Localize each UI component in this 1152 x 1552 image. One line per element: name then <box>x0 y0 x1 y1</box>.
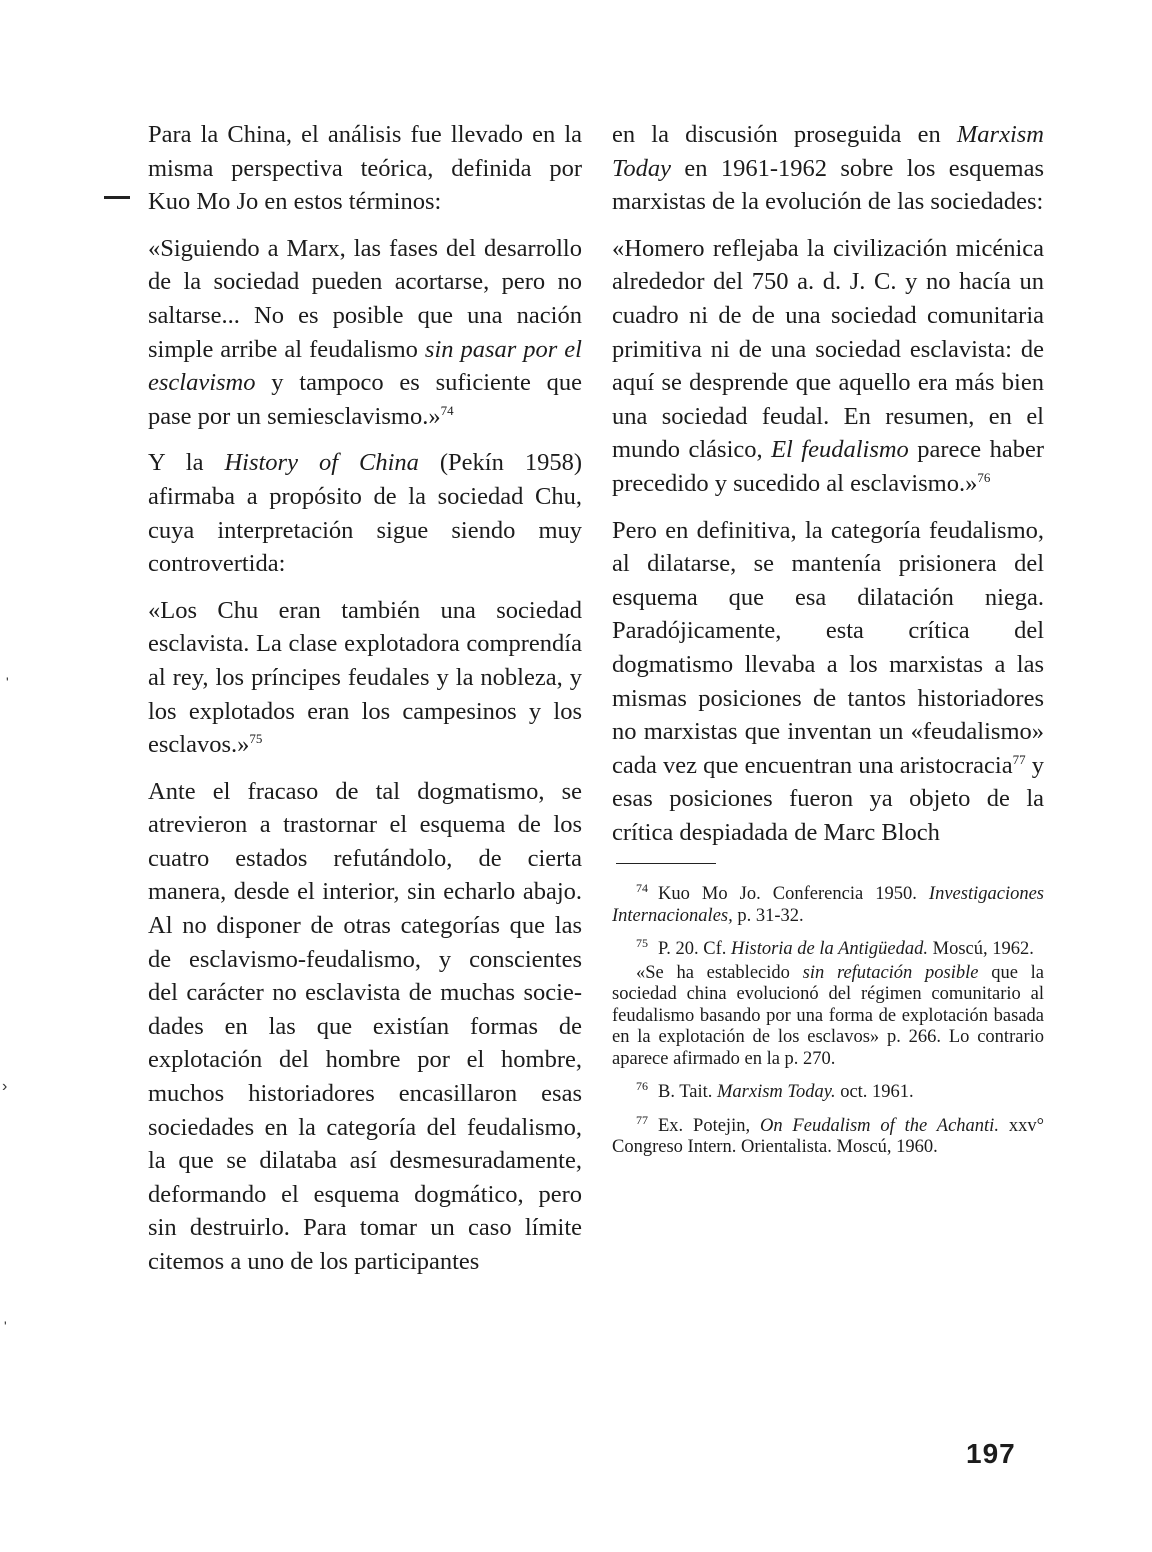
footnote-ref: 76 <box>977 469 991 485</box>
paragraph <box>612 118 1044 219</box>
italic-text: El feudalismo <box>771 436 909 464</box>
paragraph-text: Pero en definitiva, la categoría feudalismo, al dilatarse, se mantenía prisionera del esquema que esa dilatación niega. Paradójicamente, esta crítica del dogmatismo llevaba a los marxistas a las mismas posiciones de tantos historiadores no marxistas que inventan un «feudalismo» cada vez que encuentran una aristocracia <box>612 516 1044 779</box>
footnote-text: oct. 1961. <box>835 1082 914 1103</box>
footnote-number: 74 <box>636 881 648 896</box>
italic-text: Marxism Today <box>612 121 1044 182</box>
footnote-number: 76 <box>636 1079 648 1094</box>
italic-text: History of China <box>224 449 419 477</box>
italic-text: sin refutación posible <box>802 962 979 983</box>
paragraph-text: «Siguiendo a Marx, las fases del desarrollo de la sociedad pueden acortarse, pero no saltarse... No es posible que una nación simple arribe al feudalismo <box>148 234 582 363</box>
paragraph-text: (Pekín 1958) afirmaba a propósito de la sociedad Chu, cuya interpretación sigue siendo muy controvertida: <box>148 449 582 578</box>
footnote-text: xxv° Congreso Intern. Orientalista. Moscú, 1960. <box>612 1115 1044 1158</box>
paragraph-text: «Los Chu eran también una sociedad esclavista. La clase explotadora comprendía al rey, los príncipes feudales y la nobleza, y los explotados eran los campesinos y los esclavos.» <box>148 596 582 759</box>
paragraph <box>148 446 582 580</box>
right-column <box>612 118 1044 1171</box>
page-number: 197 <box>966 1438 1016 1469</box>
footnote-ref: 75 <box>249 731 263 747</box>
quote-paragraph <box>148 594 582 762</box>
footnote <box>612 1112 1044 1159</box>
margin-speck: ' <box>6 674 9 690</box>
footnote-text: Kuo Mo Jo. Conferencia 1950. <box>658 884 929 905</box>
footnote-number: 75 <box>636 936 648 951</box>
left-column <box>148 118 582 1292</box>
footnote-text: Ex. Potejin, <box>658 1115 760 1136</box>
paragraph-text: Y la <box>148 449 225 477</box>
paragraph-text: y tampoco es suficiente que pase por un semiesclavismo.» <box>148 369 582 430</box>
footnote-ref: 77 <box>1012 751 1026 767</box>
paragraph-text: «Homero reflejaba la civilización micénica alrededor del 750 a. d. J. C. y no hacía un cuadro ni de de una sociedad comunitaria primitiva ni de una sociedad esclavista: de aquí se desprende que aquello era más bien una sociedad feudal. En resumen, en el mundo clásico, <box>612 234 1044 464</box>
paragraph-text: en 1961-1962 sobre los esquemas marxistas de la evolución de las sociedades: <box>612 154 1044 216</box>
paragraph-text: parece haber precedido y sucedido al esclavismo.» <box>612 436 1044 497</box>
quote-paragraph <box>148 232 582 434</box>
footnote-text: que la sociedad china evolucionó del régimen comunitario al feudalismo basando por una forma de explotación basada en la explotación de los esclavos» p. 266. Lo contrario aparece afirmado en la p. 270. <box>612 962 1045 1069</box>
footnote <box>612 1079 1044 1104</box>
paragraph-text: y esas posiciones fueron ya objeto de la crítica despiadada de Marc Bloch <box>612 751 1045 846</box>
quote-paragraph <box>612 232 1044 501</box>
footnote-text: P. 20. Cf. <box>658 939 731 960</box>
footnote-text: Moscú, 1962. <box>928 939 1034 960</box>
paragraph-text: en la discusión proseguida en <box>612 121 957 148</box>
footnote-continuation <box>612 963 1044 1071</box>
paragraph-text: Para la China, el análisis fue llevado en la misma perspectiva teórica, definida por Kuo Mo Jo en estos términos: <box>148 121 582 216</box>
footnote-ref: 74 <box>440 402 454 418</box>
footnote-divider <box>616 863 716 864</box>
italic-text: Investigaciones Internacionales, <box>612 884 1044 926</box>
margin-speck: ' <box>4 1318 7 1334</box>
margin-speck: › <box>2 1078 8 1095</box>
footnote-number: 77 <box>636 1112 648 1127</box>
footnote <box>612 936 1044 961</box>
italic-text: Historia de la Antigüedad. <box>731 939 928 960</box>
paragraph <box>148 775 582 1279</box>
paragraph-text: Ante el fracaso de tal dogmatismo, se atrevieron a trastornar el esquema de los cuatro estados refutándolo, de cierta manera, desde el interior, sin echarlo abajo. Al no disponer de otras categorías que las de esclavismo-feudalismo, y conscientes del carácter no esclavista de muchas sociedades en las que existían formas de explotación del hombre por el hombre, muchos historiadores encasillaron esas sociedades en la categoría del feudalismo, la que se dilataba así desmesuradamente, deformando el esquema dogmático, pero sin destruirlo. Para tomar un caso límite citemos a uno de los participantes <box>148 777 582 1275</box>
margin-dash-mark <box>104 196 130 199</box>
italic-text: On Feudalism of the Achanti. <box>759 1115 999 1136</box>
footnote-text: B. Tait. <box>658 1082 718 1103</box>
italic-text: sin pasar por el esclavismo <box>148 335 582 397</box>
footnote-text: «Se ha establecido <box>636 962 803 983</box>
footnote <box>612 881 1044 927</box>
footnote-text: p. 31-32. <box>732 905 804 926</box>
italic-text: Marxism Today. <box>717 1082 836 1103</box>
paragraph <box>612 514 1044 850</box>
paragraph <box>148 118 582 219</box>
